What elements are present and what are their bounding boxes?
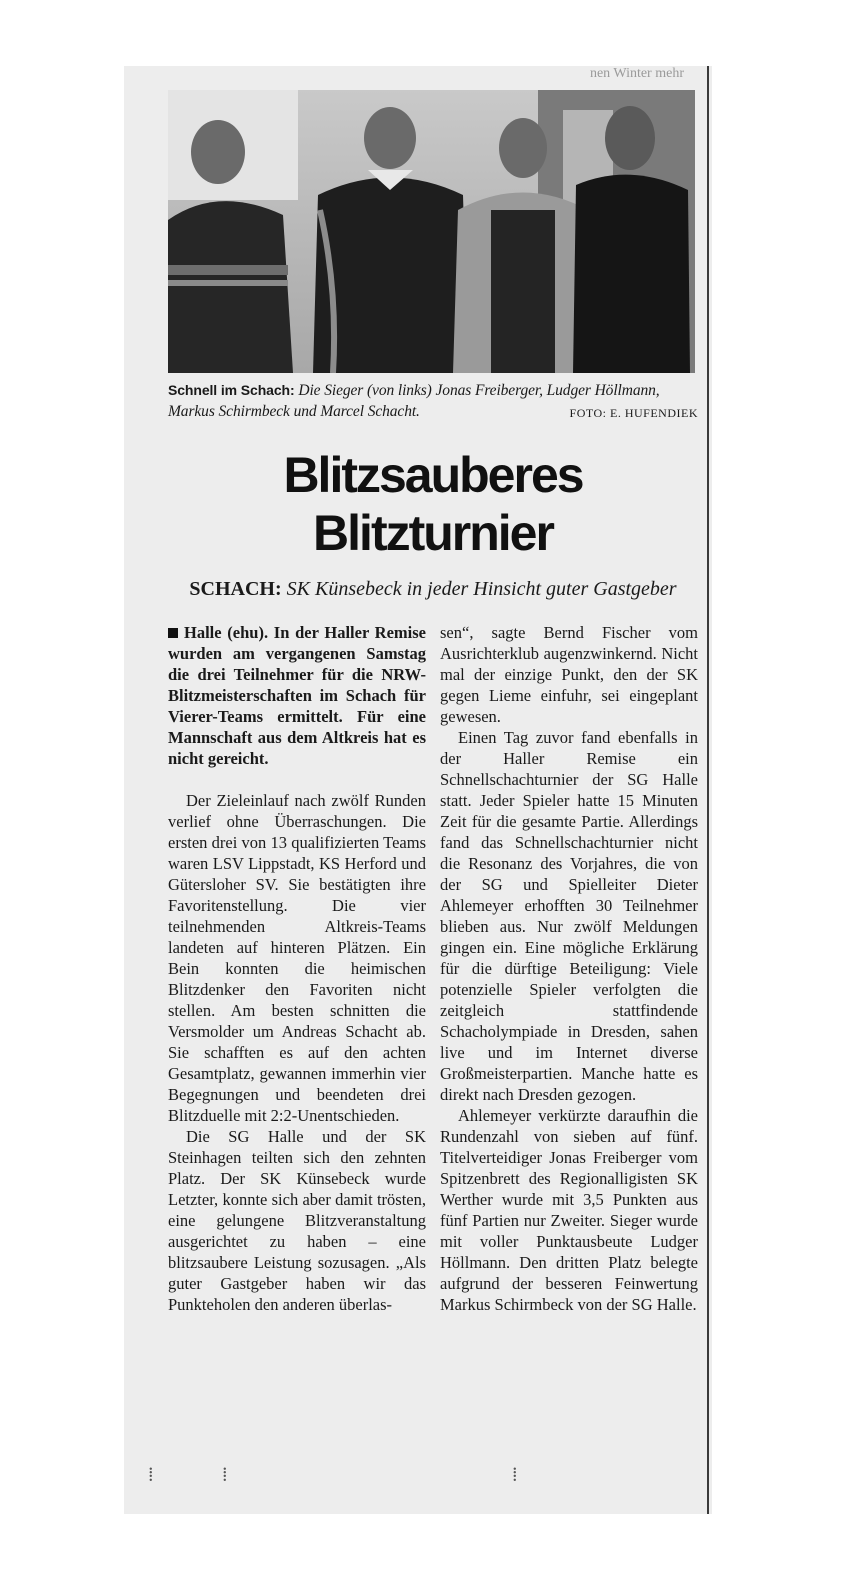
article-paragraph: Einen Tag zuvor fand ebenfalls in der Haller Remise ein Schnellschachturnier der SG Halle statt. Jeder Spieler hatte 15 Minuten Zeit für die gesamte Partie. Allerdings fand das Schnellschachturnier nicht die Resonanz des Vorjahres, die von der SG und Spielleiter Dieter Ahlemeyer erhofften 30 Teilnehmer blieben aus. Nur zwölf Meldungen gingen ein. Eine mögliche Erklärung für die dürftige Beteiligung: Viele potenzielle Spieler verfolgten die zeitgleich stattfindende Schacholympiade in Dresden, sahen live und im Internet diverse Großmeisterpartien. Manche hatte es direkt nach Dresden gezogen. [440, 728, 698, 1104]
headline [168, 446, 698, 562]
group-photo [168, 90, 695, 373]
article-lead [168, 622, 426, 769]
subheadline [168, 576, 698, 602]
article-paragraph: Der Zieleinlauf nach zwölf Runden verlief ohne Überraschungen. Die ersten drei von 13 qualifizierten Teams waren LSV Lippstadt, KS Herford und Gütersloher SV. Sie bestätigten ihre Favoritenstellung. Die vier teilnehmenden Altkreis-Teams landeten auf hinteren Plätzen. Ein Bein konnten die heimischen Blitzdenker den Favoriten nicht stellen. Am besten schnitten die Versmolder um Andreas Schacht ab. Sie schafften es auf den achten Gesamtplatz, gewannen immerhin vier Begegnungen und beendeten drei Blitzduelle mit 2:2-Unentschieden. [168, 791, 426, 1125]
photo-credit: FOTO: E. HUFENDIEK [569, 406, 698, 420]
caption-lead: Schnell im Schach: [168, 382, 295, 398]
punch-mark-icon: ⁞ [148, 1464, 154, 1486]
binding-marks [124, 1464, 712, 1504]
photo-caption [168, 380, 698, 424]
headline-line-1: Blitzsauberes [283, 447, 583, 503]
article-paragraph: Die SG Halle und der SK Steinhagen teilten sich den zehnten Platz. Der SK Künsebeck wurde Letzter, konnte sich aber damit trösten, eine gelungene Blitzveranstaltung ausgerichtet zu haben – eine blitzsaubere Leistung sozusagen. „Als guter Gastgeber haben wir das Punkteholen den anderen überlas- [168, 1127, 426, 1314]
headline-line-2: Blitzturnier [313, 505, 553, 561]
article-column-left [168, 622, 426, 1315]
caption-text: Die Sieger (von links) Jonas Freiberger, Ludger Höllmann, Markus Schirmbeck und Marcel Schacht. [168, 382, 660, 420]
article-paragraph: Ahlemeyer verkürzte daraufhin die Rundenzahl von sieben auf fünf. Titelverteidiger Jonas Freiberger vom Spitzenbrett des Regionalligisten SK Werther wurde mit 3,5 Punkten aus fünf Partien nur Zweiter. Sieger wurde mit voller Punktausbeute Ludger Höllmann. Den dritten Platz belegte aufgrund der besseren Feinwertung Markus Schirmbeck von der SG Halle. [440, 1106, 698, 1314]
punch-mark-icon: ⁞ [222, 1464, 228, 1486]
punch-mark-icon: ⁞ [512, 1464, 518, 1486]
article-column-right [440, 622, 698, 1315]
subheadline-text: SK Künsebeck in jeder Hinsicht guter Gastgeber [281, 578, 677, 600]
cut-off-previous-text: nen Winter mehr [589, 66, 684, 81]
bullet-square-icon [168, 628, 178, 638]
group-photo-icon [168, 90, 695, 373]
subheadline-label: SCHACH: [189, 578, 282, 600]
column-rule [707, 66, 709, 1514]
article-lead-text: Halle (ehu). In der Haller Remise wurden am vergangenen Samstag die drei Teilnehmer für die NRW-Blitzmeisterschaften im Schach für Vierer-Teams ermittelt. Für eine Mannschaft aus dem Altkreis hat es nicht gereicht. [168, 623, 426, 768]
newspaper-clipping [124, 66, 712, 1514]
article-paragraph: sen“, sagte Bernd Fischer vom Ausrichterklub augenzwinkernd. Nicht mal der einzige Punkt, den der SK gegen Lieme einfuhr, sei eingeplant gewesen. [440, 623, 698, 726]
